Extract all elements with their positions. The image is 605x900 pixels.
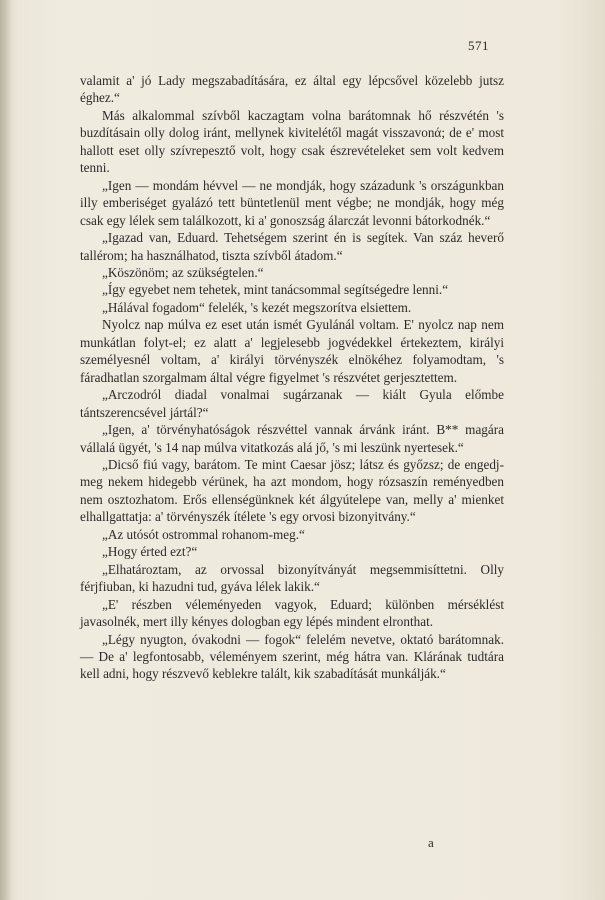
paragraph: „Igen, a' törvényhatóságok részvéttel vannak árvánk iránt. B** magára vállalá ügyét, 's 14 nap múlva vitatkozás alá jő, 's mi leszünk nyertesek.“: [80, 422, 504, 455]
paragraph: „Arczodról diadal vonalmai sugárzanak — kiált Gyula előmbe tántszerencsével jártál?“: [80, 387, 504, 420]
paragraph: „Elhatároztam, az orvossal bizonyítványát megsemmisíttetni. Olly férjfiuban, ki hazudni tud, gyáva lélek lakik.“: [80, 561, 504, 595]
page-number: 571: [468, 38, 489, 53]
paragraph: „Köszönöm; az szükségtelen.“: [102, 264, 264, 280]
binding-shadow: [0, 0, 12, 900]
body-text: [80, 72, 504, 683]
paragraph: „Így egyebet nem tehetek, mint tanácsommal segítségedre lenni.“: [102, 282, 449, 298]
paragraph: „Hogy érted ezt?“: [102, 544, 198, 560]
paragraph: „Igen — mondám hévvel — ne mondják, hogy századunk 's országunkban illy emberiséget gyalázó tett büntetlenül ment végbe; ne mondják, hogy még csak egy lélek sem találkozott, ki a' gonoszság álarczát levonni bátorkodnék.“: [80, 177, 504, 228]
paragraph: „Igazad van, Eduard. Tehetségem szerint én is segítek. Van száz heverő tallérom; ha használhatod, tiszta szívből átadom.“: [80, 230, 504, 263]
signature-mark: a: [428, 835, 434, 850]
paragraph: „Hálával fogadom“ felelék, 's kezét megszorítva elsiettem.: [102, 299, 412, 315]
paragraph: „Légy nyugton, óvakodni — fogok“ felelém nevetve, oktató barátomnak. — De a' legfontosabb, véleményem szerint, még hátra van. Klárának tudtára kell adni, hogy részvevő keblekre talált, kik szabadítását munkálják.“: [80, 631, 504, 682]
paragraph: Más alkalommal szívből kaczagtam volna barátomnak hő részvétén 's buzdításain olly dolog iránt, mellynek kivitelétől magát visszavonά; de e' most hallott eset olly szívrepesztő volt, hogy csak észrevételeket sem volt kedvem tenni.: [80, 107, 504, 176]
paragraph: valamit a' jó Lady megszabadítására, ez által egy lépcsővel közelebb jutsz éghez.“: [80, 73, 504, 106]
paragraph: „Dicső fiú vagy, barátom. Te mint Caesar jösz; látsz és győzsz; de engedj-meg nekem hidegebb vérünek, ha azt mondom, hogy rózsaszín reményedben nem osztozhatom. Erős ellenségünknek két álgyútelepe van, melly a' mienket elhallgattatja: a' törvényszék ítélete 's egy orvosi bizonyitvány.“: [80, 456, 504, 525]
paragraph: „E' részben véleményeden vagyok, Eduard; különben mérséklést javasolnék, mert illy kényes dologban egy lépés mindent elronthat.: [80, 596, 504, 630]
paragraph: Nyolcz nap múlva ez eset után ismét Gyulánál voltam. E' nyolcz nap nem munkátlan folyt-el; ez alatt a' legjelesebb jogvédekkel értekeztem, királyi személyesnél voltam, a' királyi törvényszék elnökéhez folyamodtam, 's fáradhatlan szorgalmam által végre figyelmet 's részvétet gerjesztettem.: [80, 317, 504, 385]
paragraph: „Az utósót ostrommal rohanom-meg.“: [102, 526, 305, 542]
